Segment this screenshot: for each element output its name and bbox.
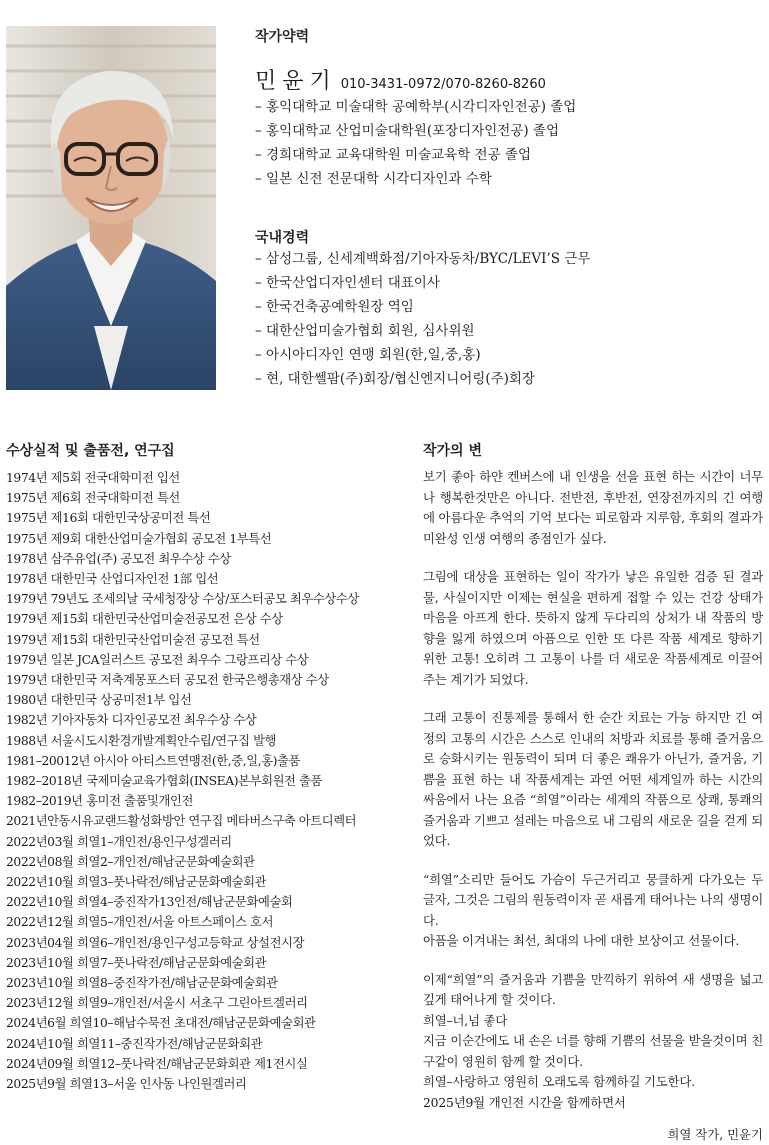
award-item: 1982–2019년 홍미전 출품및개인전 [6,794,193,809]
award-item: 2022년10월 희열3–풋나락전/해남군문화예술회관 [6,875,267,890]
career-item: – 대한산업미술가협회 회원, 심사위원 [255,323,475,339]
award-item: 2021년안동시유교랜드활성화방안 연구집 메타버스구축 아트디렉터 [6,814,357,829]
award-item: 1979년 일본 JCA일러스트 공모전 최우수 그랑프리상 수상 [6,652,309,667]
award-item: 1979년 79년도 조세의날 국세청장상 수상/포스터공모 최우수상수상 [6,592,359,607]
statement-paragraph: 이제“희열”의 즐거움과 기쁨을 만끽하기 위하여 새 생명을 넓고 깊게 태어나게 할 것이다. 희열–너,넘 좋다 지금 이순간에도 내 손은 너를 향해 기쁨의 선물을 받을것이며 친구같이 영원히 함께 할 것이다. 희열–사랑하고 영원히 오래도록 함께하길 기도한다. 2025년9월 개인전 시간을 함께하면서 [423,971,763,1110]
award-item: 1980년 대한민국 상공미전1부 입선 [6,693,192,708]
award-item: 2024년09월 희열12–풋나락전/해남군문화회관 제1전시실 [6,1056,308,1071]
statement-paragraph: 그래 고통이 진통제를 통해서 한 순간 치료는 가능 하지만 긴 여정의 고통의 시간은 스스로 인내의 처방과 치료를 통해 즐거움으로 승화시키는 원동력이 되며 더 좋은 쾌유가 아닌가, 즐거움, 기쁨을 표현 하는 내 작품세계는 과연 어떤 세계일까 하는 시간의 싸움에서 나는 요즘 “희열”이라는 세계의 작품으로 상쾌, 통쾌의 즐거움과 기쁘고 설레는 마음으로 내 그림의 새로운 길을 걷게 되었다. [423,710,763,848]
award-item: 1975년 제16회 대한민국상공미전 특선 [6,511,211,526]
award-item: 2022년12월 희열5–개인전/서울 아트스페이스 호서 [6,915,274,930]
statement-signature: 희열 작가, 민윤기 [667,1127,763,1142]
career-item: – 한국산업디자인센터 대표이사 [255,275,440,291]
education-item: – 홍익대학교 산업미술대학원(포장디자인전공) 졸업 [255,123,560,139]
education-item: – 일본 신전 전문대학 시각디자인과 수학 [255,171,492,187]
award-item: 2023년12월 희열9–개인전/서울시 서초구 그린아트겔러리 [6,996,308,1011]
award-item: 2022년03월 희열1–개인전/용인구성겔러리 [6,834,232,849]
statement-section-title: 작가의 변 [423,443,482,459]
award-item: 2024년10월 희열11–중진작가전/해남군문화회관 [6,1036,263,1051]
awards-section [6,440,406,1094]
career-item: – 아시아디자인 연맹 회원(한,일,중,홍) [255,347,481,363]
award-item: 1982년 기아자동차 디자인공모전 최우수상 수상 [6,713,257,728]
career-list [255,247,760,391]
statement-section [423,440,763,1145]
award-item: 2024년6월 희열10–해남수묵전 초대전/해남군문화예술회관 [6,1016,316,1031]
statement-paragraph: 보기 좋아 하얀 켄버스에 내 인생을 선을 표현 하는 시간이 너무나 행복한것만은 아니다. 전반전, 후반전, 연장전까지의 긴 여행에 아름다운 추억의 기억 보다는 피로함과 지루함, 후회의 결과가 미완성 인생 여행의 종점인가 싶다. [423,469,763,546]
statement-paragraph: “희열”소리만 들어도 가슴이 두근거리고 뭉클하게 다가오는 두 글자, 그것은 그림의 원동력이자 곧 새롭게 태어나는 나의 생명이다. 아픔을 이겨내는 최선, 최대의 나에 대한 보상이고 선물이다. [423,871,763,948]
award-item: 1978년 대한민국 산업디자인전 1部 입선 [6,572,219,587]
award-item: 1979년 제15회 대한민국산업미술전공모전 은상 수상 [6,612,283,627]
education-item: – 홍익대학교 미술대학 공예학부(시각디자인전공) 졸업 [255,99,577,115]
artist-portrait-illustration [6,26,216,390]
award-item: 1975년 제9회 대한산업미술가협회 공모전 1부특선 [6,531,272,546]
education-item: – 경희대학교 교육대학원 미술교육학 전공 졸업 [255,147,531,163]
career-item: – 현, 대한쎌팜(주)회장/협신엔지니어링(주)회장 [255,371,535,387]
award-item: 1978년 삼주유업(주) 공모전 최우수상 수상 [6,551,231,566]
award-item: 2023년10월 희열8–중진작가전/해남군문화예술회관 [6,976,278,991]
award-item: 1988년 서울시도시환경개발계획안수립/연구집 발행 [6,733,277,748]
award-item: 1975년 제6회 전국대학미전 특선 [6,491,180,506]
career-section-title: 국내경력 [255,230,310,246]
artist-phone: 010-3431-0972/070-8260-8260 [340,77,546,92]
award-item: 1982–2018년 국제미술교육가협회(INSEA)본부회원전 출품 [6,774,322,789]
statement-paragraph: 그림에 대상을 표현하는 일이 작가가 낳은 유일한 검증 된 결과물, 사실이지만 이제는 현실을 편하게 접할 수 있는 건강 상태가 마음을 아프게 한다. 뜻하지 않게 두다리의 상처가 내 작품의 방향을 잃게 하였으며 아픔으로 인한 또 다른 작품 세계로 향하기 위한 고통! 오히려 그 고통이 나를 더 새로운 작품세계로 이끌어 주는 계기가 되었다. [423,569,763,687]
award-item: 1974년 제5회 전국대학미전 입선 [6,471,180,485]
awards-section-title: 수상실적 및 출품전, 연구집 [6,443,175,459]
artist-photo [6,26,216,390]
award-item: 1979년 제15회 대한민국산업미술전 공모전 특선 [6,632,260,647]
award-item: 2022년10월 희열4–중진작가13인전/해남군문화예술회 [6,895,293,910]
awards-list [6,468,406,1094]
award-item: 2022년08월 희열2–개인전/해남군문화예술회관 [6,854,255,869]
bio-section [255,26,760,391]
award-item: 1981–20012년 아시아 아티스트연맹전(한,중,일,홍)출품 [6,753,301,768]
bio-section-title: 작가약력 [255,29,310,45]
award-item: 2023년04월 희열6–개인전/용인구성고등학교 상설전시장 [6,935,305,950]
career-item: – 한국건축공예학원장 역임 [255,299,414,315]
name-row [255,64,760,95]
award-item: 1979년 대한민국 저축계몽포스터 공모전 한국은행총재상 수상 [6,673,329,688]
award-item: 2025년9월 희열13–서울 인사동 나인원겔러리 [6,1077,247,1092]
artist-name: 민윤기 [255,69,337,94]
career-item: – 삼성그룹, 신세계백화점/기아자동차/BYC/LEVI’S 근무 [255,251,591,267]
education-list [255,95,760,191]
award-item: 2023년10월 희열7–풋나락전/해남군문화예술회관 [6,955,267,970]
